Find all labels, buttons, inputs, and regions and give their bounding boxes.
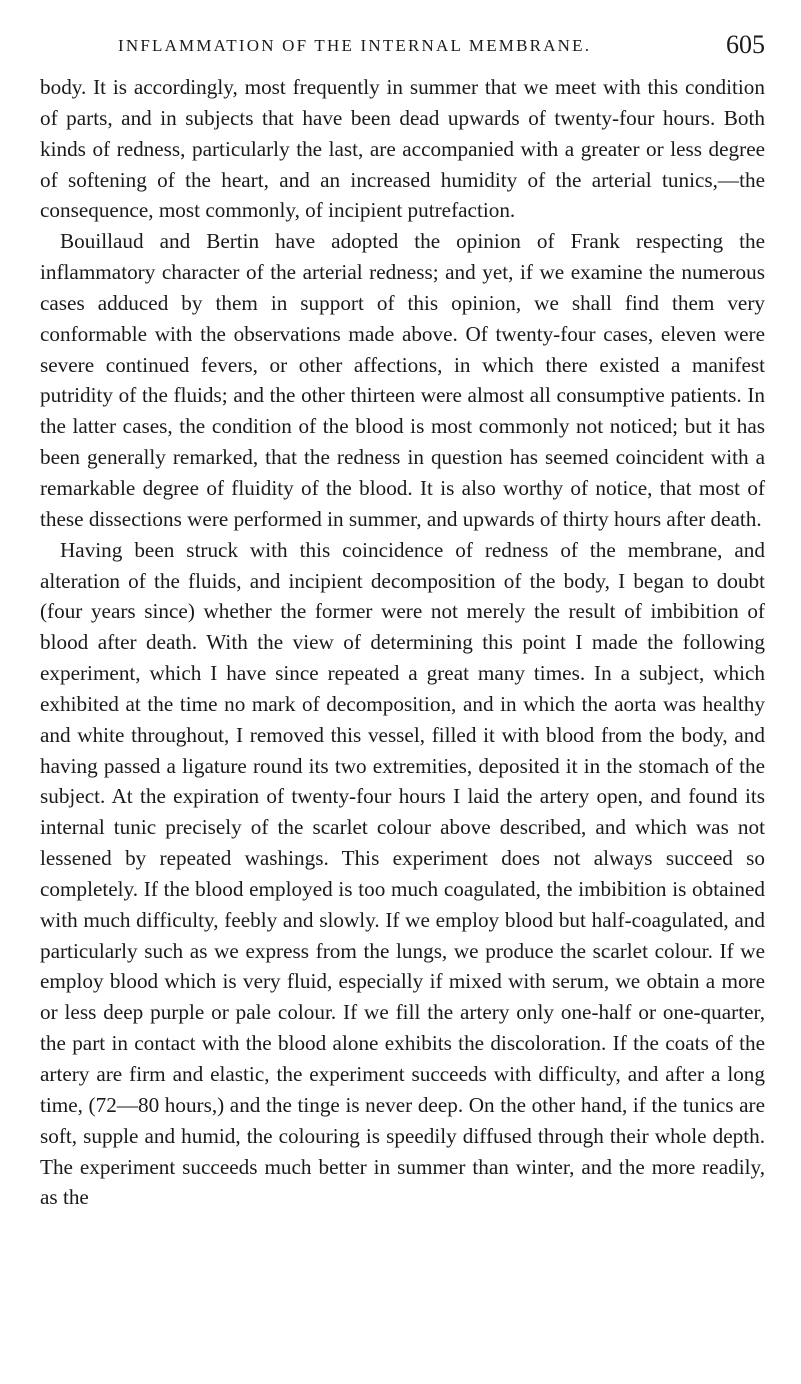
paragraph: Bouillaud and Bertin have adopted the opinion of Frank respecting the inflammatory character of the arterial redness; and yet, if we examine the numerous cases adduced by them in support of this opinion, we shall find them very conformable with the observations made above. Of twenty-four cases, eleven were severe continued fevers, or other affections, in which there existed a manifest putridity of the fluids; and the other thirteen were almost all consumptive patients. In the latter cases, the condition of the blood is most commonly not noticed; but it has been generally remarked, that the redness in question has seemed coincident with a remarkable degree of fluidity of the blood. It is also worthy of notice, that most of these dissections were performed in summer, and upwards of thirty hours after death. [40, 229, 765, 531]
running-head [40, 30, 765, 62]
running-title: INFLAMMATION OF THE INTERNAL MEMBRANE. [118, 36, 592, 55]
paragraph: Having been struck with this coincidence of redness of the membrane, and alteration of the fluids, and incipient decomposition of the body, I began to doubt (four years since) whether the former were not merely the result of imbibition of blood after death. With the view of determining this point I made the following experiment, which I have since repeated a great many times. In a subject, which exhibited at the time no mark of decomposition, and in which the aorta was healthy and white throughout, I removed this vessel, filled it with blood from the body, and having passed a ligature round its two extremities, deposited it in the stomach of the subject. At the expiration of twenty-four hours I laid the artery open, and found its internal tunic precisely of the scarlet colour above described, and which was not lessened by repeated washings. This experiment does not always succeed so completely. If the blood employed is too much coagulated, the imbibition is obtained with much difficulty, feebly and slowly. If we employ blood but half-coagulated, and particularly such as we express from the lungs, we produce the scarlet colour. If we employ blood which is very fluid, especially if mixed with serum, we obtain a more or less deep purple or pale colour. If we fill the artery only one-half or one-quarter, the part in contact with the blood alone exhibits the discoloration. If the coats of the artery are firm and elastic, the experiment succeeds with difficulty, and after a long time, (72—80 hours,) and the tinge is never deep. On the other hand, if the tunics are soft, supple and humid, the colouring is speedily diffused through their whole depth. The experiment succeeds much better in summer than winter, and the more readily, as the [40, 537, 765, 1210]
book-page [40, 30, 765, 1213]
paragraph: body. It is accordingly, most frequently in summer that we meet with this condition of parts, and in subjects that have been dead upwards of twenty-four hours. Both kinds of redness, particularly the last, are accompanied with a greater or less degree of softening of the heart, and an increased humidity of the arterial tunics,—the consequence, most commonly, of incipient putrefaction. [40, 75, 765, 223]
body-text [40, 72, 765, 1213]
page-number: 605 [726, 30, 765, 59]
